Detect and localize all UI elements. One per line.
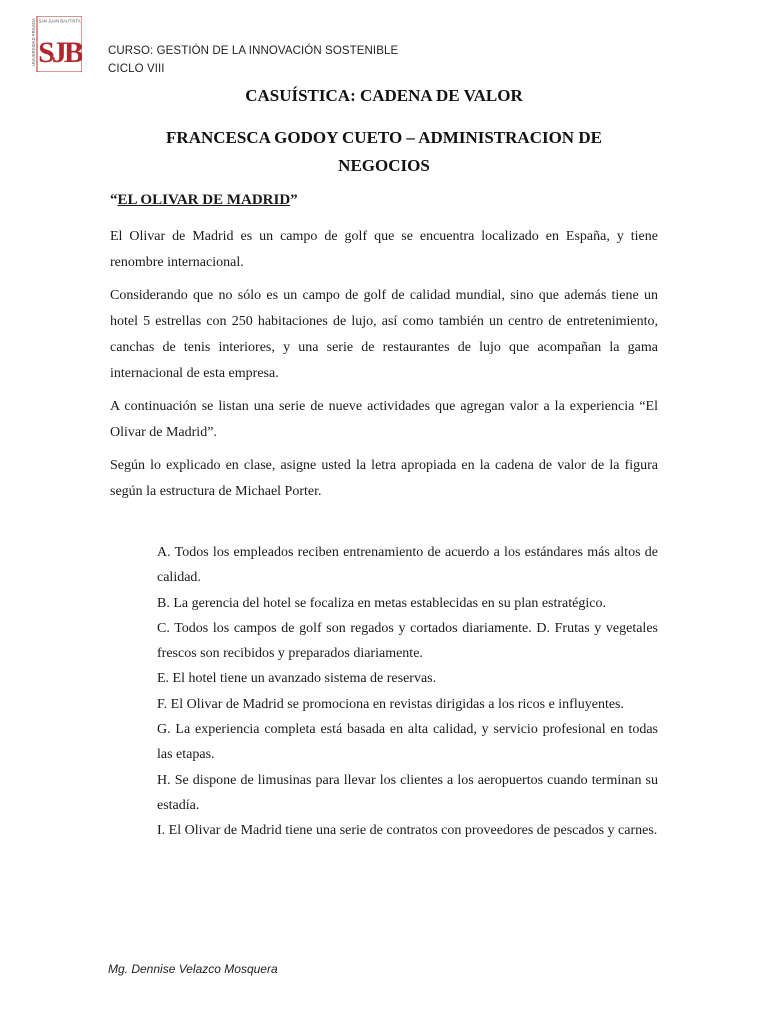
logo-letters: SJB: [38, 36, 81, 69]
university-logo: [30, 16, 82, 72]
paragraph: A continuación se listan una serie de nueve actividades que agregan valor a la experiencia “El Olivar de Madrid”.: [110, 399, 658, 440]
course-name: CURSO: GESTIÓN DE LA INNOVACIÓN SOSTENIBLE: [108, 45, 399, 57]
list-item: G. La experiencia completa está basada en alta calidad, y servicio profesional en todas las etapas.: [157, 722, 658, 763]
page-header: [108, 42, 398, 78]
case-title: [110, 192, 298, 209]
list-item: E. El hotel tiene un avanzado sistema de reservas.: [157, 671, 437, 687]
paragraph: Considerando que no sólo es un campo de golf de calidad mundial, sino que además tiene un hotel 5 estrellas con 250 habitaciones de lujo, así como también un centro de entretenimiento, canchas de tenis interiores, y una serie de restaurantes de lujo que acompañan la gama internacional de esta empresa.: [110, 288, 658, 381]
list-item: H. Se dispone de limusinas para llevar los clientes a los aeropuertos cuando terminan su estadía.: [157, 772, 658, 813]
list-item: F. El Olivar de Madrid se promociona en revistas dirigidas a los ricos e influyentes.: [157, 696, 624, 712]
document-title: CASUÍSTICA: CADENA DE VALOR: [245, 86, 523, 105]
footer-author: Mg. Dennise Velazco Mosquera: [108, 962, 278, 976]
course-cycle: CICLO VIII: [108, 63, 165, 75]
logo-side-text: UNIVERSIDAD PRIVADA: [31, 18, 36, 66]
case-title-close-quote: ”: [290, 192, 298, 208]
sjb-logo-icon: [30, 16, 82, 72]
list-item: C. Todos los campos de golf son regados y cortados diariamente. D. Frutas y vegetales frescos son recibidos y preparados diariamente.: [157, 620, 658, 662]
list-item: B. La gerencia del hotel se focaliza en metas establecidas en su plan estratégico.: [157, 595, 606, 611]
paragraph: El Olivar de Madrid es un campo de golf que se encuentra localizado en España, y tiene renombre internacional.: [110, 229, 658, 270]
case-title-open-quote: “: [110, 192, 118, 208]
list-item: I. El Olivar de Madrid tiene una serie de contratos con proveedores de pescados y carnes.: [157, 823, 658, 839]
author-line: FRANCESCA GODOY CUETO – ADMINISTRACION DE NEGOCIOS: [166, 128, 602, 175]
logo-top-text: SAN JUAN BAUTISTA: [38, 18, 81, 24]
list-item: A. Todos los empleados reciben entrenamiento de acuerdo a los estándares más altos de calidad.: [157, 545, 658, 586]
paragraph: Según lo explicado en clase, asigne usted la letra apropiada en la cadena de valor de la figura según la estructura de Michael Porter.: [110, 458, 658, 499]
activities-list: [157, 540, 658, 844]
case-description: [110, 224, 658, 512]
case-title-text: EL OLIVAR DE MADRID: [117, 192, 291, 208]
